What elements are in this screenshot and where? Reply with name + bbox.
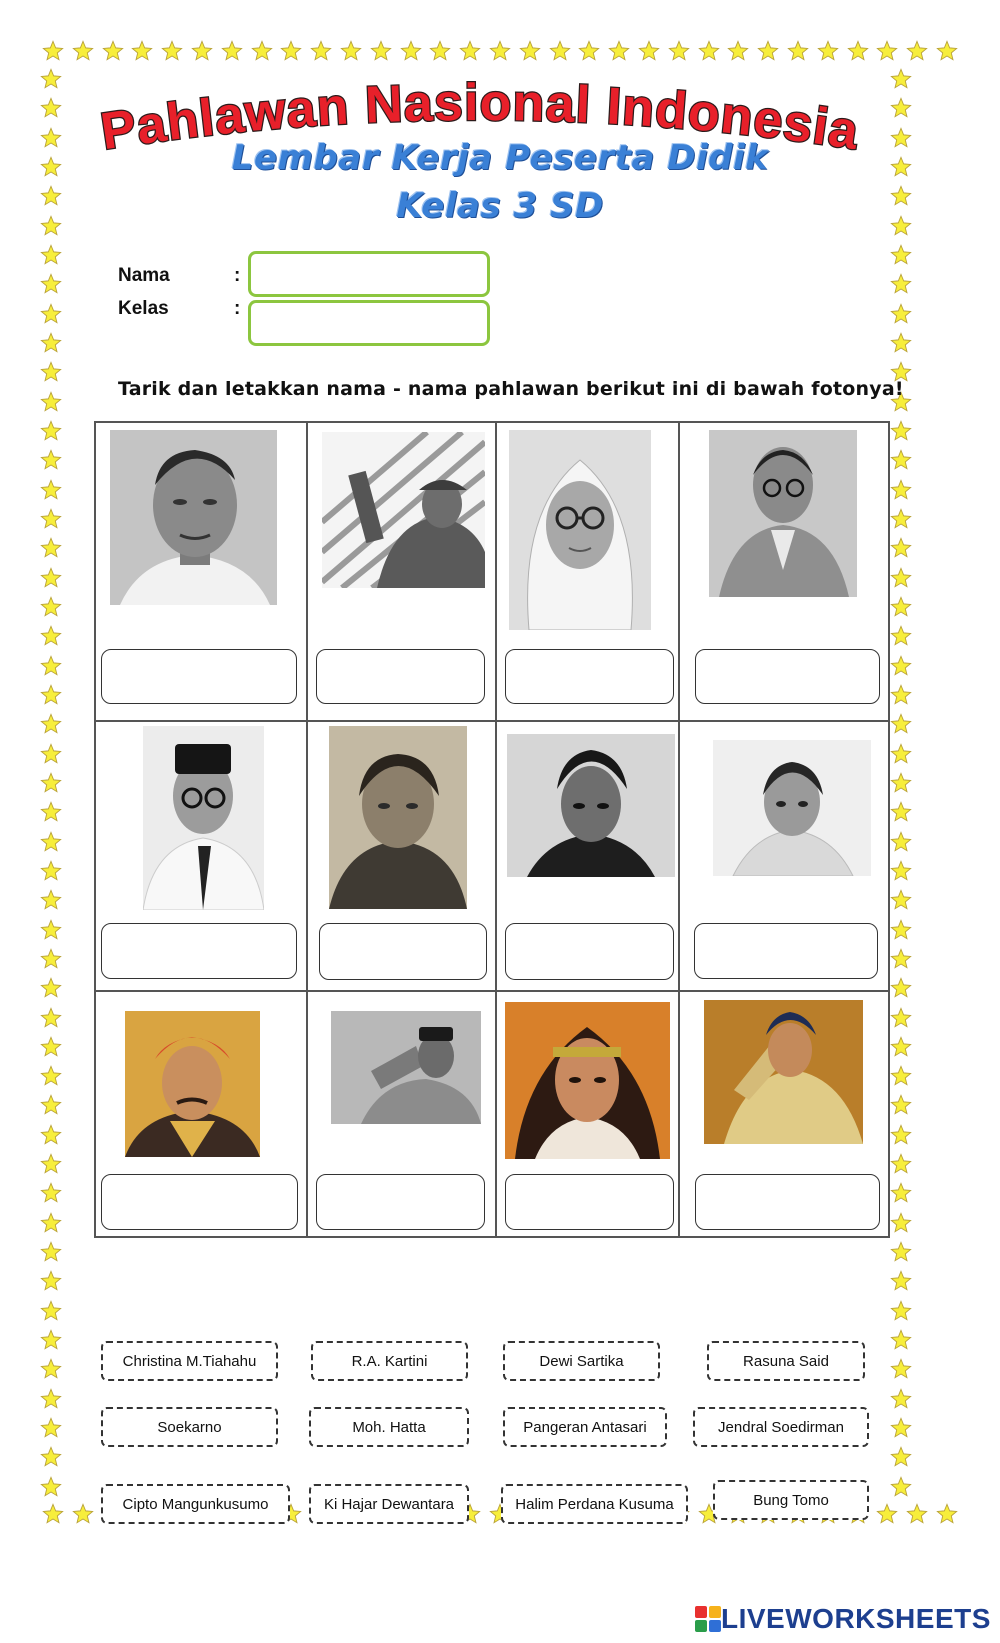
star-icon: [40, 1329, 62, 1351]
star-icon: [727, 40, 749, 62]
name-label: Nama: [118, 265, 170, 286]
star-icon: [890, 1476, 912, 1498]
grid-line: [306, 421, 308, 1237]
star-icon: [890, 537, 912, 559]
star-icon: [890, 244, 912, 266]
name-field[interactable]: [248, 251, 490, 297]
instruction-text: Tarik dan letakkan nama - nama pahlawan berikut ini di bawah fotonya!: [118, 378, 904, 400]
star-icon: [890, 1358, 912, 1380]
name-tag-bung-tomo[interactable]: Bung Tomo: [713, 1480, 869, 1520]
star-icon: [40, 1388, 62, 1410]
grid-line: [94, 990, 890, 992]
star-icon: [40, 889, 62, 911]
star-icon: [876, 40, 898, 62]
star-icon: [280, 40, 302, 62]
star-icon: [890, 772, 912, 794]
star-icon: [400, 40, 422, 62]
star-icon: [40, 713, 62, 735]
hero-photo: [505, 1002, 670, 1159]
answer-box[interactable]: [101, 1174, 298, 1230]
star-icon: [40, 860, 62, 882]
liveworksheets-logo[interactable]: [695, 1602, 991, 1636]
star-icon: [251, 40, 273, 62]
star-icon: [40, 1036, 62, 1058]
star-icon: [890, 332, 912, 354]
star-icon: [578, 40, 600, 62]
star-icon: [40, 244, 62, 266]
star-icon: [40, 743, 62, 765]
star-icon: [489, 40, 511, 62]
star-icon: [638, 40, 660, 62]
star-icon: [310, 40, 332, 62]
star-icon: [40, 1476, 62, 1498]
grid-line: [94, 421, 890, 423]
star-icon: [40, 1065, 62, 1087]
star-icon: [40, 391, 62, 413]
star-icon: [890, 1300, 912, 1322]
star-icon: [847, 40, 869, 62]
hero-photo: [125, 1011, 260, 1157]
grid-line: [888, 421, 890, 1237]
class-field[interactable]: [248, 300, 490, 346]
star-icon: [890, 625, 912, 647]
star-icon: [42, 40, 64, 62]
star-icon: [40, 1182, 62, 1204]
star-icon: [72, 1503, 94, 1525]
star-icon: [40, 919, 62, 941]
name-tag-dewi-sartika[interactable]: Dewi Sartika: [503, 1341, 660, 1381]
star-icon: [40, 479, 62, 501]
answer-box[interactable]: [505, 1174, 674, 1230]
hero-photo: [507, 734, 675, 877]
star-icon: [890, 1124, 912, 1146]
star-icon: [936, 40, 958, 62]
star-icon: [40, 1300, 62, 1322]
star-icon: [40, 772, 62, 794]
hero-photo: [331, 1011, 481, 1124]
star-icon: [906, 40, 928, 62]
star-icon: [890, 1241, 912, 1263]
answer-box[interactable]: [101, 923, 297, 979]
star-icon: [40, 1153, 62, 1175]
star-icon: [890, 1182, 912, 1204]
star-icon: [40, 1094, 62, 1116]
star-icon: [40, 1270, 62, 1292]
star-icon: [40, 303, 62, 325]
hero-photo: [110, 430, 277, 605]
star-icon: [817, 40, 839, 62]
star-icon: [40, 655, 62, 677]
answer-box[interactable]: [101, 649, 297, 704]
star-icon: [890, 655, 912, 677]
star-icon: [890, 713, 912, 735]
answer-box[interactable]: [694, 923, 878, 979]
star-icon: [876, 1503, 898, 1525]
star-icon: [40, 684, 62, 706]
star-icon: [890, 1388, 912, 1410]
answer-box[interactable]: [316, 1174, 485, 1230]
star-icon: [890, 831, 912, 853]
class-colon: :: [234, 298, 241, 319]
name-tag-rasuna-said[interactable]: Rasuna Said: [707, 1341, 865, 1381]
star-icon: [519, 40, 541, 62]
star-icon: [890, 1007, 912, 1029]
star-icon: [890, 273, 912, 295]
name-tag-christina-tiahahu[interactable]: Christina M.Tiahahu: [101, 1341, 278, 1381]
star-icon: [40, 1124, 62, 1146]
hero-photo: [713, 740, 871, 876]
star-icon: [40, 449, 62, 471]
star-icon: [890, 919, 912, 941]
star-icon: [102, 40, 124, 62]
star-icon: [890, 889, 912, 911]
star-border-top: [42, 40, 958, 64]
grid-line: [495, 421, 497, 1237]
star-icon: [890, 1094, 912, 1116]
answer-box[interactable]: [695, 649, 880, 704]
star-icon: [890, 1065, 912, 1087]
star-icon: [757, 40, 779, 62]
star-icon: [40, 801, 62, 823]
star-icon: [40, 361, 62, 383]
star-icon: [890, 1417, 912, 1439]
grid-line: [94, 1236, 890, 1238]
star-icon: [40, 1212, 62, 1234]
answer-box[interactable]: [319, 923, 487, 980]
star-icon: [459, 40, 481, 62]
star-icon: [40, 508, 62, 530]
star-icon: [890, 743, 912, 765]
star-icon: [890, 567, 912, 589]
star-icon: [40, 977, 62, 999]
name-tag-soekarno[interactable]: Soekarno: [101, 1407, 278, 1447]
star-icon: [40, 332, 62, 354]
name-colon: :: [234, 265, 241, 286]
star-icon: [42, 1503, 64, 1525]
name-tag-ki-hajar-dewantara[interactable]: Ki Hajar Dewantara: [309, 1484, 469, 1524]
liveworksheets-logo-text: LIVEWORKSHEETS: [721, 1603, 991, 1634]
star-icon: [40, 1007, 62, 1029]
answer-box[interactable]: [505, 649, 674, 704]
star-icon: [890, 977, 912, 999]
name-tag-jendral-soedirman[interactable]: Jendral Soedirman: [693, 1407, 869, 1447]
hero-photo: [509, 430, 651, 630]
star-icon: [549, 40, 571, 62]
star-icon: [608, 40, 630, 62]
star-icon: [191, 40, 213, 62]
star-icon: [131, 40, 153, 62]
liveworksheets-logo-icon: [695, 1606, 721, 1632]
star-border-left: [40, 68, 64, 1498]
star-icon: [890, 1270, 912, 1292]
star-icon: [40, 567, 62, 589]
hero-photo: [704, 1000, 863, 1144]
star-icon: [890, 948, 912, 970]
star-icon: [890, 596, 912, 618]
star-icon: [40, 1446, 62, 1468]
star-icon: [40, 596, 62, 618]
star-icon: [340, 40, 362, 62]
star-icon: [890, 508, 912, 530]
star-border-right: [890, 68, 914, 1498]
star-icon: [40, 1417, 62, 1439]
star-icon: [906, 1503, 928, 1525]
grid-line: [94, 720, 890, 722]
worksheet-title-text: Pahlawan Nasional Indonesia: [97, 73, 863, 158]
class-label: Kelas: [118, 298, 169, 319]
star-icon: [890, 420, 912, 442]
star-icon: [40, 831, 62, 853]
star-icon: [72, 40, 94, 62]
hero-photo: [322, 432, 485, 588]
star-icon: [698, 40, 720, 62]
hero-photo: [329, 726, 467, 909]
star-icon: [40, 537, 62, 559]
star-icon: [890, 303, 912, 325]
worksheet-subtitle: Lembar Kerja Peserta Didik: [231, 138, 769, 178]
star-icon: [40, 625, 62, 647]
star-icon: [370, 40, 392, 62]
star-icon: [890, 449, 912, 471]
name-tag-kartini[interactable]: R.A. Kartini: [311, 1341, 468, 1381]
answer-box[interactable]: [505, 923, 674, 980]
star-icon: [40, 1358, 62, 1380]
name-tag-halim-perdana-kusuma[interactable]: Halim Perdana Kusuma: [501, 1484, 688, 1524]
star-icon: [890, 1036, 912, 1058]
hero-photo: [709, 430, 857, 597]
star-icon: [40, 1241, 62, 1263]
star-icon: [890, 801, 912, 823]
star-icon: [890, 479, 912, 501]
hero-photo: [143, 726, 264, 910]
star-icon: [40, 420, 62, 442]
star-icon: [890, 1153, 912, 1175]
answer-box[interactable]: [695, 1174, 880, 1230]
grid-line: [678, 421, 680, 1237]
star-icon: [890, 1212, 912, 1234]
name-tag-moh-hatta[interactable]: Moh. Hatta: [309, 1407, 469, 1447]
star-icon: [890, 860, 912, 882]
star-icon: [890, 1329, 912, 1351]
star-icon: [936, 1503, 958, 1525]
name-tag-cipto-mangunkusumo[interactable]: Cipto Mangunkusumo: [101, 1484, 290, 1524]
star-icon: [890, 684, 912, 706]
worksheet-grade: Kelas 3 SD: [396, 186, 604, 226]
name-tag-pangeran-antasari[interactable]: Pangeran Antasari: [503, 1407, 667, 1447]
star-icon: [668, 40, 690, 62]
answer-box[interactable]: [316, 649, 485, 704]
star-icon: [40, 948, 62, 970]
star-icon: [40, 273, 62, 295]
star-icon: [787, 40, 809, 62]
star-icon: [429, 40, 451, 62]
grid-line: [94, 421, 96, 1237]
star-icon: [221, 40, 243, 62]
star-icon: [161, 40, 183, 62]
star-icon: [890, 1446, 912, 1468]
